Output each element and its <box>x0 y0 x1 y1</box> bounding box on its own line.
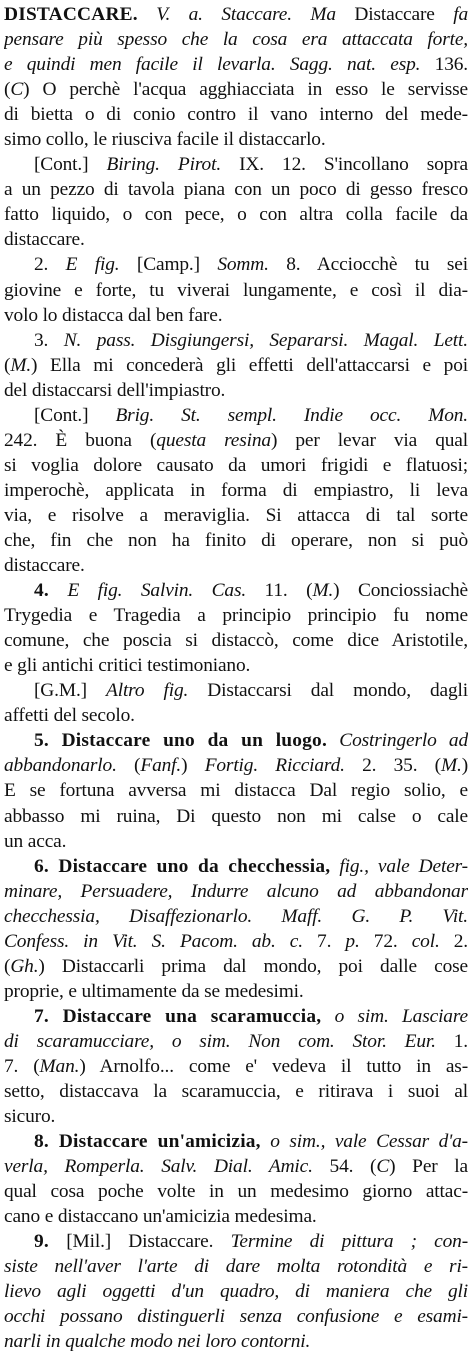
text-line <box>4 854 468 879</box>
italic-run: Altro fig. <box>106 680 189 702</box>
italic-run: M. <box>312 580 334 602</box>
italic-run: checchessia, Disaffezionarlo. Maff. G. P. Vit. <box>4 905 468 927</box>
text-run: ( <box>4 955 11 977</box>
text-line <box>4 1029 468 1054</box>
text-run: che, fin che non ha finito di operare, non si può <box>4 529 468 551</box>
italic-run: fa <box>434 4 468 25</box>
text-line <box>4 328 468 353</box>
text-line <box>4 77 468 102</box>
text-run: 7. ( <box>4 1055 40 1077</box>
text-run: ) Ella mi concederà gli effetti dell'attaccarsi e poi <box>31 354 468 376</box>
italic-run: V. a. Staccare. Ma <box>137 4 355 25</box>
bold-run: 7. Distaccare una scaramuccia, <box>34 1005 322 1027</box>
text-line <box>4 353 468 378</box>
text-run: E se fortuna avversa mi distacca Dal regio solio, e <box>4 780 468 802</box>
italic-run: Costringerlo ad <box>327 730 468 752</box>
bold-run: DISTACCARE. <box>4 4 138 25</box>
text-line <box>4 1079 468 1104</box>
bold-run: 8. Distaccare un'amicizia, <box>34 1131 261 1153</box>
text-run: [Cont.] <box>34 154 107 176</box>
text-run: 11. ( <box>246 580 313 602</box>
text-line <box>4 603 468 628</box>
text-line <box>4 879 468 904</box>
italic-run: Biring. Pirot. <box>106 154 222 176</box>
text-line <box>4 678 468 703</box>
text-line <box>4 954 468 979</box>
italic-run: o sim., vale Cessar d'a- <box>260 1131 468 1153</box>
text-line <box>4 202 468 227</box>
text-line <box>4 27 468 52</box>
italic-run: E fig. <box>65 254 120 276</box>
text-run: volo lo distacca dal ben fare. <box>4 304 223 326</box>
text-line <box>4 102 468 127</box>
text-line <box>4 979 468 1004</box>
text-run: affetti del secolo. <box>4 705 135 727</box>
text-line <box>4 553 468 578</box>
text-line <box>4 252 468 277</box>
text-line <box>4 1254 468 1279</box>
text-run: [Mil.] Distaccare. <box>48 1231 231 1253</box>
text-run: imperochè, applicata in forma di empiastro, li leva <box>4 479 468 501</box>
text-line <box>4 703 468 728</box>
italic-run: abbandonarlo. <box>4 755 117 777</box>
italic-run: questa resina <box>156 429 271 451</box>
italic-run: fig., vale Deter- <box>330 855 468 877</box>
text-line <box>4 1304 468 1329</box>
italic-run: siste nell'aver l'arte di dare molta rotondità e ri- <box>4 1256 468 1278</box>
text-run: Trygedia e Tragedia a principio principio fu nome <box>4 605 468 627</box>
text-line <box>4 804 468 829</box>
italic-run: narli in qualche modo nei loro contorni. <box>4 1331 311 1353</box>
text-line <box>4 278 468 303</box>
text-line <box>4 778 468 803</box>
italic-run: C <box>376 1156 390 1178</box>
text-line <box>4 578 468 603</box>
text-run: ) Distaccarli prima dal mondo, poi dalle cose <box>38 955 468 977</box>
text-run: ( <box>4 79 11 101</box>
text-run: IX. 12. S'incollano sopra <box>221 154 468 176</box>
text-line <box>4 753 468 778</box>
text-run: via, e risolve a meraviglia. Si attacca di tal sorte <box>4 504 468 526</box>
text-line <box>4 628 468 653</box>
text-run: ) per levar via qual <box>270 429 468 451</box>
italic-run: Gh. <box>10 955 39 977</box>
italic-run: di scaramucciare, o sim. Non com. Stor. Eur. <box>4 1030 436 1052</box>
dictionary-entry <box>4 2 468 1355</box>
text-line <box>4 1179 468 1204</box>
text-line <box>4 177 468 202</box>
text-line <box>4 227 468 252</box>
text-line <box>4 303 468 328</box>
text-run: 2. <box>34 254 66 276</box>
text-run: del distaccarsi dell'impiastro. <box>4 379 226 401</box>
text-run: sicuro. <box>4 1106 56 1128</box>
text-run: Distaccare <box>354 4 435 25</box>
text-line <box>4 1229 468 1254</box>
text-run: simo collo, le riusciva facile il distaccarlo. <box>4 129 326 151</box>
italic-run: verla, Romperla. Salv. Dial. Amic. <box>4 1156 313 1178</box>
bold-run: 5. Distaccare uno da un luogo. <box>34 730 328 752</box>
text-line <box>4 378 468 403</box>
text-run: ) O perchè l'acqua agghiacciata in esso le servisse <box>23 79 468 101</box>
italic-run: lievo agli oggetti d'un quadro, di maniera che gli <box>4 1281 468 1303</box>
text-line <box>4 1104 468 1129</box>
italic-run: Fanf. <box>140 755 182 777</box>
text-line <box>4 829 468 854</box>
italic-run: minare, Persuadere, Indurre alcuno ad abbandonar <box>4 880 468 902</box>
text-line <box>4 478 468 503</box>
text-line <box>4 1129 468 1154</box>
text-run: si voglia dolore causato da umori frigidi e flatuosi; <box>4 454 468 476</box>
text-run: e gli antichi critici testimoniano. <box>4 655 251 677</box>
bold-run: 9. <box>34 1231 49 1253</box>
italic-run: C <box>10 79 24 101</box>
text-run: [Cont.] <box>34 404 116 426</box>
text-run: 242. È buona ( <box>4 429 157 451</box>
italic-run: e quindi men facile il levarla. Sagg. nat. esp. <box>4 54 421 76</box>
italic-run: Man. <box>39 1055 80 1077</box>
italic-run: N. pass. Disgiungersi, Separarsi. Magal. Lett. <box>63 329 468 351</box>
text-run: ( <box>116 755 141 777</box>
text-line <box>4 1279 468 1304</box>
italic-run: p. <box>345 930 360 952</box>
text-line <box>4 653 468 678</box>
italic-run: occhi possano distinguerli senza confusione e esami- <box>4 1306 468 1328</box>
text-run: 7. <box>302 930 346 952</box>
text-line <box>4 428 468 453</box>
italic-run: E fig. Salvin. Cas. <box>48 580 247 602</box>
text-run: fatto liquido, o con pece, o con altra colla facile da <box>4 204 468 226</box>
text-line <box>4 403 468 428</box>
text-run: setto, distaccava la scaramuccia, e ritirava i suoi al <box>4 1081 468 1103</box>
text-run: distaccare. <box>4 555 85 577</box>
italic-run: M. <box>10 354 32 376</box>
italic-run: col. <box>411 930 440 952</box>
text-run: 54. ( <box>312 1156 377 1178</box>
text-run: 8. Acciocchè tu sei <box>268 254 468 276</box>
text-line <box>4 1154 468 1179</box>
text-run: 1. <box>435 1030 468 1052</box>
text-run: ) <box>181 755 205 777</box>
italic-run: Confess. in Vit. S. Pacom. ab. c. <box>4 930 303 952</box>
text-run: di bietta o di conio contro il vano interno del mede- <box>4 104 468 126</box>
text-line <box>4 904 468 929</box>
text-run: ) Conciossiachè <box>333 580 468 602</box>
italic-run: Fortig. Ricciard. <box>204 755 345 777</box>
text-run: a un pezzo di tavola piana con un poco di gesso fresco <box>4 179 468 201</box>
italic-run: Termine di pittura ; con- <box>230 1231 468 1253</box>
text-run: [G.M.] <box>34 680 107 702</box>
text-run: abbasso mi ruina, Di questo non mi calse o cale <box>4 805 468 827</box>
bold-run: 4. <box>34 580 49 602</box>
italic-run: M. <box>440 755 462 777</box>
text-run: 72. <box>359 930 412 952</box>
text-line <box>4 2 468 27</box>
italic-run: o sim. Lasciare <box>321 1005 468 1027</box>
text-line <box>4 152 468 177</box>
text-run: Distaccarsi dal mondo, dagli <box>188 680 468 702</box>
text-line <box>4 503 468 528</box>
text-run: un acca. <box>4 830 67 852</box>
text-run: 2. <box>439 930 468 952</box>
text-run: 3. <box>34 329 64 351</box>
text-run: ) Per la <box>389 1156 468 1178</box>
bold-run: 6. Distaccare uno da checchessia, <box>34 855 331 877</box>
text-run: ) <box>461 755 468 777</box>
text-line <box>4 528 468 553</box>
text-line <box>4 728 468 753</box>
text-line <box>4 1329 468 1354</box>
text-line <box>4 453 468 478</box>
text-run: giovine e forte, tu viverai lungamente, e così il dia- <box>4 279 468 301</box>
text-line <box>4 929 468 954</box>
text-run: comune, che poscia si distaccò, come dice Aristotile, <box>4 630 468 652</box>
text-line <box>4 52 468 77</box>
text-run: [Camp.] <box>119 254 218 276</box>
text-run: distaccare. <box>4 229 85 251</box>
text-run: 136. <box>420 54 468 76</box>
text-run: ( <box>4 354 11 376</box>
text-line <box>4 1204 468 1229</box>
text-line <box>4 127 468 152</box>
text-run: proprie, e ultimamente da se medesimi. <box>4 980 304 1002</box>
italic-run: Somm. <box>217 254 269 276</box>
text-run: cano e distaccano un'amicizia medesima. <box>4 1206 317 1228</box>
italic-run: Brig. St. sempl. Indie occ. Mon. <box>115 404 468 426</box>
text-run: qual cosa poche volte in un medesimo giorno attac- <box>4 1181 468 1203</box>
text-line <box>4 1004 468 1029</box>
italic-run: pensare più spesso che la cosa era attaccata forte, <box>4 29 468 51</box>
text-line <box>4 1054 468 1079</box>
text-run: ) Arnolfo... come e' vedeva il tutto in as- <box>79 1055 468 1077</box>
text-run: 2. 35. ( <box>344 755 441 777</box>
